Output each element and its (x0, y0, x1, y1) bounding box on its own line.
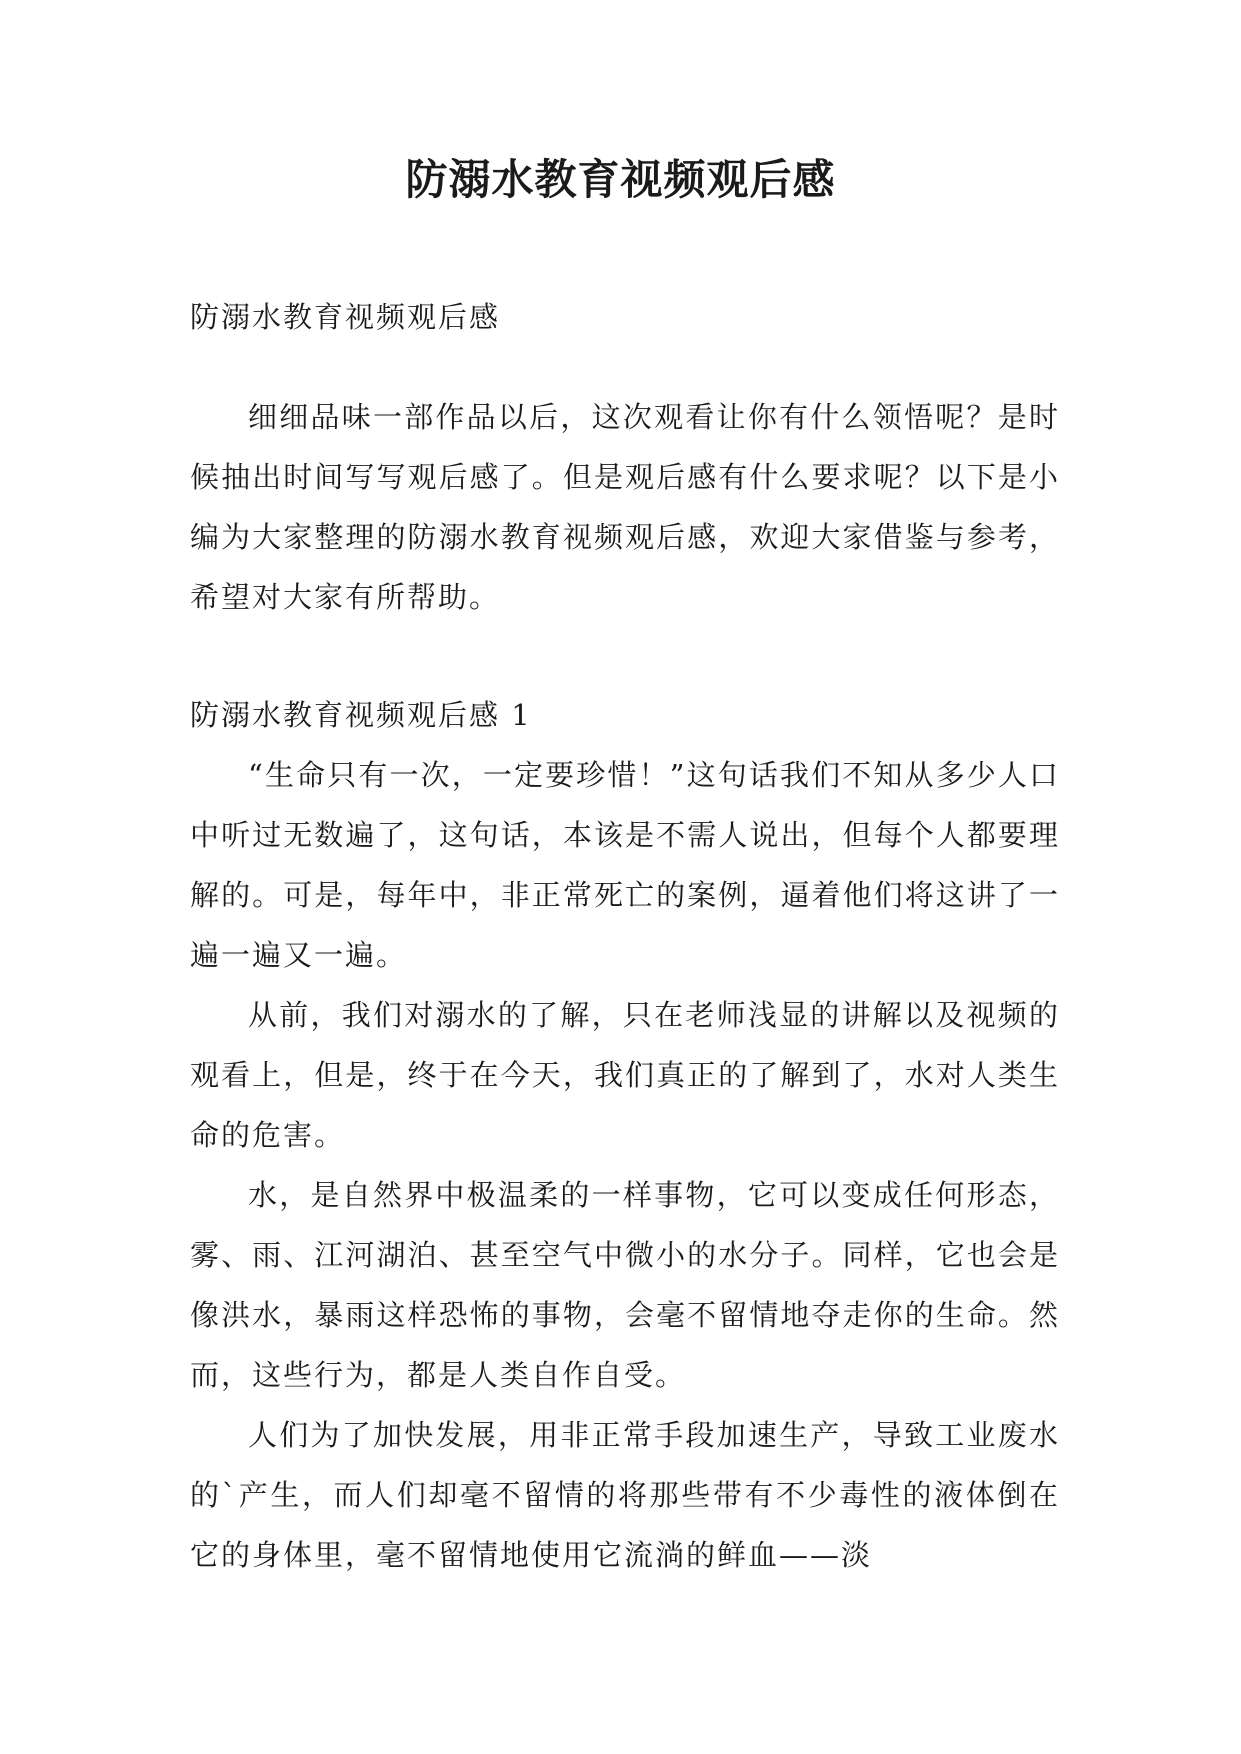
body-paragraph: 人们为了加快发展，用非正常手段加速生产，导致工业废水的`产生，而人们却毫不留情的将那些带有不少毒性的液体倒在它的身体里，毫不留情地使用它流淌的鲜血——淡 (190, 1418, 1060, 1572)
document-subtitle: 防溺水教育视频观后感 (190, 300, 501, 334)
body-paragraph: “生命只有一次，一定要珍惜！”这句话我们不知从多少人口中听过无数遍了，这句话，本该是不需人说出，但每个人都要理解的。可是，每年中，非正常死亡的案例，逼着他们将这讲了一遍一遍又一遍。 (190, 758, 1060, 972)
document-body (190, 287, 1060, 1585)
body-paragraph: 水，是自然界中极温柔的一样事物，它可以变成任何形态，雾、雨、江河湖泊、甚至空气中微小的水分子。同样，它也会是像洪水，暴雨这样恐怖的事物，会毫不留情地夺走你的生命。然而，这些行为，都是人类自作自受。 (190, 1178, 1060, 1392)
section-heading: 防溺水教育视频观后感 1 (190, 698, 532, 732)
body-paragraph: 从前，我们对溺水的了解，只在老师浅显的讲解以及视频的观看上，但是，终于在今天，我们真正的了解到了，水对人类生命的危害。 (190, 998, 1060, 1152)
document-title: 防溺水教育视频观后感 (405, 155, 836, 204)
intro-paragraph: 细细品味一部作品以后，这次观看让你有什么领悟呢？是时候抽出时间写写观后感了。但是观后感有什么要求呢？以下是小编为大家整理的防溺水教育视频观后感，欢迎大家借鉴与参考，希望对大家有所帮助。 (190, 400, 1060, 614)
